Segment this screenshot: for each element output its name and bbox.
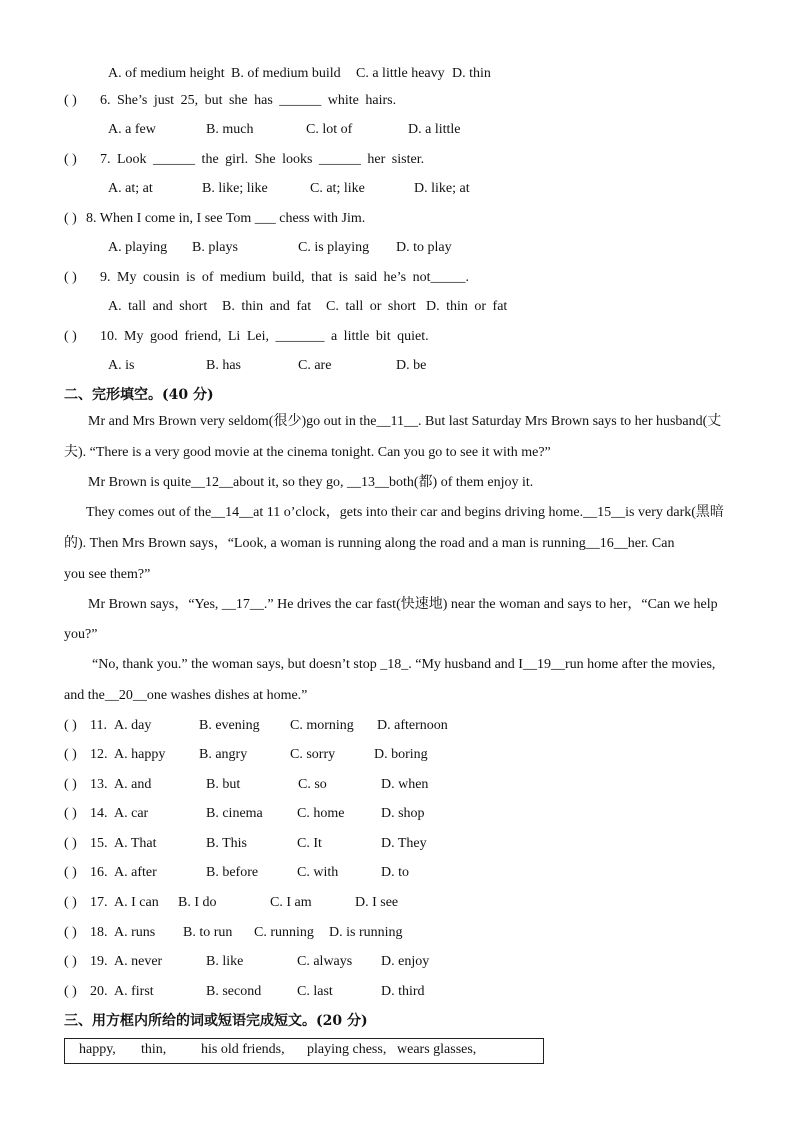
q8-option-d: D. to play — [396, 240, 452, 255]
cloze-q18-option-d: D. is running — [329, 925, 403, 940]
cloze-q19-option-a: A. never — [114, 954, 163, 969]
cloze-q17-num: 17. — [90, 895, 108, 910]
word-bank-item: thin, — [141, 1042, 167, 1057]
cloze-q15-option-d: D. They — [381, 836, 427, 851]
cloze-q13-option-b: B. but — [206, 777, 241, 792]
word-bank-item: his old friends, — [201, 1042, 285, 1057]
q5-option-c: C. a little heavy — [356, 66, 445, 81]
passage-line-8: you?” — [64, 627, 98, 642]
cloze-q11-option-b: B. evening — [199, 718, 260, 733]
cloze-q11-paren: ( ) — [64, 718, 77, 733]
q8-option-c: C. is playing — [298, 240, 370, 255]
q10-option-a: A. is — [108, 358, 135, 373]
q5-option-b: B. of medium build — [231, 66, 341, 81]
cloze-q13-num: 13. — [90, 777, 108, 792]
cloze-q12-paren: ( ) — [64, 747, 77, 762]
q10-option-d: D. be — [396, 358, 427, 373]
passage-line-4: They comes out of the__14__at 11 o’clock，gets into their car and begins driving home.__15__is very dark(黑暗 — [86, 505, 724, 520]
cloze-q11-option-a: A. day — [114, 718, 152, 733]
cloze-q18-option-a: A. runs — [114, 925, 156, 940]
cloze-q18-paren: ( ) — [64, 925, 77, 940]
cloze-q14-paren: ( ) — [64, 806, 77, 821]
q9-option-b: B. thin and fat — [222, 299, 312, 314]
cloze-q17-option-c: C. I am — [270, 895, 312, 910]
cloze-q14-option-b: B. cinema — [206, 806, 263, 821]
cloze-q14-option-a: A. car — [114, 806, 149, 821]
cloze-q17-option-b: B. I do — [178, 895, 217, 910]
q9-option-c: C. tall or short — [326, 299, 416, 314]
cloze-q19-paren: ( ) — [64, 954, 77, 969]
q6-option-a: A. a few — [108, 122, 156, 137]
cloze-q17-paren: ( ) — [64, 895, 77, 910]
word-bank-item: wears glasses, — [397, 1042, 477, 1057]
cloze-q19-num: 19. — [90, 954, 108, 969]
passage-line-3: Mr Brown is quite__12__about it, so they go, __13__both(都) of them enjoy it. — [88, 475, 534, 490]
q9-stem: 9. My cousin is of medium build, that is said he’s not_____. — [100, 270, 469, 285]
cloze-q20-option-d: D. third — [381, 984, 425, 999]
cloze-q13-option-a: A. and — [114, 777, 152, 792]
cloze-q20-option-a: A. first — [114, 984, 154, 999]
q6-stem: 6. She’s just 25, but she has ______ white hairs. — [100, 93, 397, 108]
q5-option-a: A. of medium height — [108, 66, 225, 81]
q6-option-b: B. much — [206, 122, 254, 137]
cloze-q15-option-b: B. This — [206, 836, 247, 851]
passage-line-5: 的). Then Mrs Brown says，“Look, a woman is running along the road and a man is running__16__her. Can — [64, 536, 675, 551]
cloze-q12-option-a: A. happy — [114, 747, 166, 762]
cloze-q14-option-d: D. shop — [381, 806, 425, 821]
passage-line-2: 夫). “There is a very good movie at the cinema tonight. Can you go to see it with me?” — [64, 445, 551, 460]
q7-option-b: B. like; like — [202, 181, 268, 196]
cloze-q13-paren: ( ) — [64, 777, 77, 792]
cloze-q15-num: 15. — [90, 836, 108, 851]
passage-line-7: Mr Brown says，“Yes, __17__.” He drives the car fast(快速地) near the woman and says to her，“Can we help — [88, 597, 718, 612]
cloze-q12-num: 12. — [90, 747, 108, 762]
cloze-q16-option-a: A. after — [114, 865, 157, 880]
cloze-q17-option-d: D. I see — [355, 895, 399, 910]
cloze-q16-num: 16. — [90, 865, 108, 880]
section-2-title: 二、完形填空。(40 分) — [64, 387, 214, 403]
passage-line-6: you see them?” — [64, 567, 151, 582]
cloze-q20-option-b: B. second — [206, 984, 262, 999]
q8-option-a: A. playing — [108, 240, 168, 255]
cloze-q18-option-b: B. to run — [183, 925, 233, 940]
cloze-q12-option-c: C. sorry — [290, 747, 336, 762]
cloze-q19-option-d: D. enjoy — [381, 954, 430, 969]
cloze-q11-num: 11. — [90, 718, 107, 733]
cloze-q18-num: 18. — [90, 925, 108, 940]
q8-stem: 8. When I come in, I see Tom ___ chess with Jim. — [86, 211, 366, 226]
q7-option-c: C. at; like — [310, 181, 365, 196]
q8-option-b: B. plays — [192, 240, 238, 255]
cloze-q15-paren: ( ) — [64, 836, 77, 851]
q6-option-c: C. lot of — [306, 122, 353, 137]
cloze-q11-option-d: D. afternoon — [377, 718, 448, 733]
cloze-q13-option-d: D. when — [381, 777, 429, 792]
passage-line-1: Mr and Mrs Brown very seldom(很少)go out in the__11__. But last Saturday Mrs Brown says to her husband(丈 — [88, 414, 722, 429]
q7-answer-paren: ( ) — [64, 152, 77, 167]
cloze-q17-option-a: A. I can — [114, 895, 159, 910]
q10-option-b: B. has — [206, 358, 241, 373]
q10-option-c: C. are — [298, 358, 332, 373]
q7-option-d: D. like; at — [414, 181, 470, 196]
cloze-q18-option-c: C. running — [254, 925, 314, 940]
q9-option-d: D. thin or fat — [426, 299, 508, 314]
cloze-q12-option-d: D. boring — [374, 747, 428, 762]
cloze-q20-option-c: C. last — [297, 984, 333, 999]
word-bank-item: happy, — [79, 1042, 116, 1057]
cloze-q16-option-d: D. to — [381, 865, 409, 880]
cloze-q13-option-c: C. so — [298, 777, 327, 792]
q7-stem: 7. Look ______ the girl. She looks ______ her sister. — [100, 152, 425, 167]
q6-option-d: D. a little — [408, 122, 461, 137]
cloze-q20-num: 20. — [90, 984, 108, 999]
passage-line-9: “No, thank you.” the woman says, but doesn’t stop _18_. “My husband and I__19__run home after the movies, — [92, 657, 716, 672]
cloze-q14-num: 14. — [90, 806, 108, 821]
cloze-q20-paren: ( ) — [64, 984, 77, 999]
q10-answer-paren: ( ) — [64, 329, 77, 344]
cloze-q15-option-c: C. It — [297, 836, 322, 851]
passage-line-10: and the__20__one washes dishes at home.” — [64, 688, 308, 703]
cloze-q16-option-b: B. before — [206, 865, 259, 880]
cloze-q19-option-b: B. like — [206, 954, 244, 969]
q10-stem: 10. My good friend, Li Lei, _______ a little bit quiet. — [100, 329, 429, 344]
q9-option-a: A. tall and short — [108, 299, 208, 314]
cloze-q14-option-c: C. home — [297, 806, 345, 821]
q9-answer-paren: ( ) — [64, 270, 77, 285]
section-3-title: 三、用方框内所给的词或短语完成短文。(20 分) — [64, 1013, 368, 1029]
cloze-q16-paren: ( ) — [64, 865, 77, 880]
cloze-q16-option-c: C. with — [297, 865, 339, 880]
cloze-q11-option-c: C. morning — [290, 718, 354, 733]
cloze-q19-option-c: C. always — [297, 954, 353, 969]
q5-option-d: D. thin — [452, 66, 491, 81]
q7-option-a: A. at; at — [108, 181, 153, 196]
cloze-q15-option-a: A. That — [114, 836, 157, 851]
q8-answer-paren: ( ) — [64, 211, 77, 226]
q6-answer-paren: ( ) — [64, 93, 77, 108]
word-bank-item: playing chess, — [307, 1042, 387, 1057]
word-bank-box — [64, 1038, 544, 1064]
cloze-q12-option-b: B. angry — [199, 747, 248, 762]
